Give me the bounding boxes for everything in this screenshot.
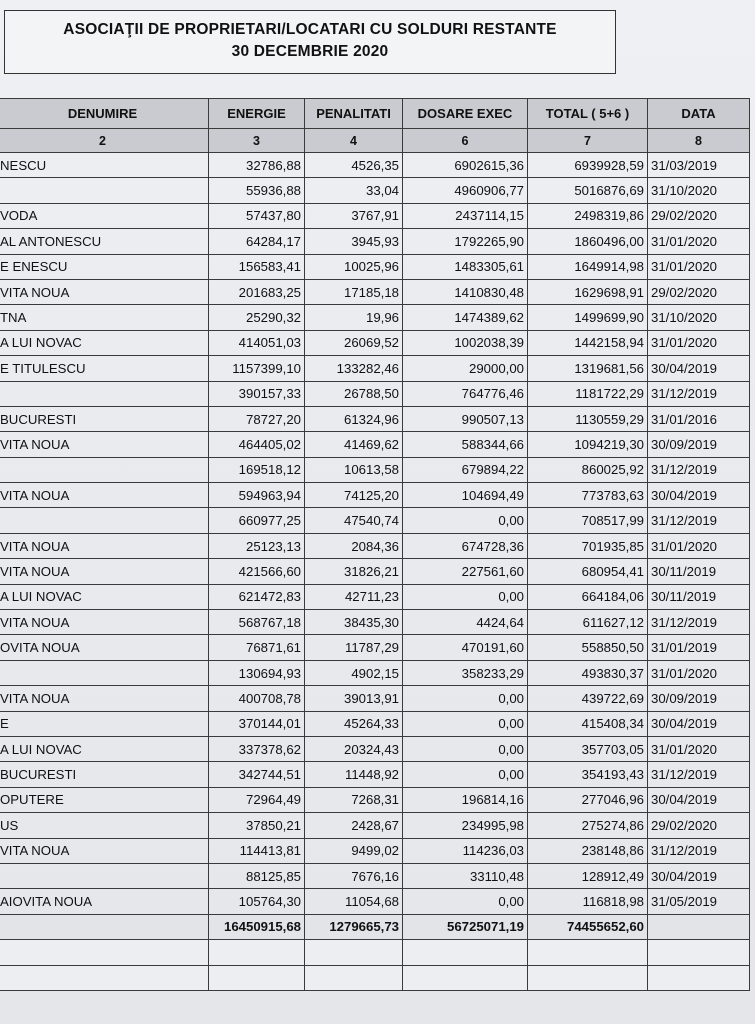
row-total-cell: 1442158,94 — [528, 330, 648, 355]
table-row — [0, 660, 750, 685]
row-data-cell: 29/02/2020 — [648, 813, 750, 838]
row-dosare-cell: 674728,36 — [403, 533, 528, 558]
row-energie-cell: 390157,33 — [209, 381, 305, 406]
row-dosare-cell: 990507,13 — [403, 406, 528, 431]
row-dosare-cell: 1002038,39 — [403, 330, 528, 355]
row-total-cell: 1130559,29 — [528, 406, 648, 431]
row-energie-cell: 568767,18 — [209, 610, 305, 635]
row-dosare-cell: 114236,03 — [403, 838, 528, 863]
row-dosare-cell: 4960906,77 — [403, 178, 528, 203]
row-dosare-cell: 764776,46 — [403, 381, 528, 406]
table-row — [0, 533, 750, 558]
row-name-cell: AL ANTONESCU — [0, 229, 209, 254]
row-total-cell: 860025,92 — [528, 457, 648, 482]
row-name-cell: BUCURESTI — [0, 406, 209, 431]
row-penalitati-cell: 11448,92 — [305, 762, 403, 787]
row-name-cell — [0, 863, 209, 888]
row-dosare-cell: 104694,49 — [403, 483, 528, 508]
table-row — [0, 229, 750, 254]
row-total-cell: 116818,98 — [528, 889, 648, 914]
row-energie-cell: 660977,25 — [209, 508, 305, 533]
row-penalitati-cell: 39013,91 — [305, 686, 403, 711]
row-total-cell: 1094219,30 — [528, 432, 648, 457]
row-total-cell: 1629698,91 — [528, 279, 648, 304]
column-header-total: TOTAL ( 5+6 ) — [528, 99, 648, 129]
row-name-cell — [0, 457, 209, 482]
row-penalitati-cell: 33,04 — [305, 178, 403, 203]
row-data-cell: 31/01/2020 — [648, 330, 750, 355]
row-data-cell: 31/12/2019 — [648, 457, 750, 482]
document-title: ASOCIAŢII DE PROPRIETARI/LOCATARI CU SOLDURI RESTANTE — [63, 21, 557, 38]
row-energie-cell: 78727,20 — [209, 406, 305, 431]
row-energie-cell: 370144,01 — [209, 711, 305, 736]
row-total-cell: 611627,12 — [528, 610, 648, 635]
row-total-cell: 277046,96 — [528, 787, 648, 812]
row-data-cell: 30/04/2019 — [648, 863, 750, 888]
totals-row — [0, 914, 750, 939]
row-total-cell: 664184,06 — [528, 584, 648, 609]
row-penalitati-cell: 10613,58 — [305, 457, 403, 482]
arrears-table — [0, 98, 750, 991]
table-row — [0, 838, 750, 863]
row-name-cell: E ENESCU — [0, 254, 209, 279]
row-energie-cell: 414051,03 — [209, 330, 305, 355]
row-penalitati-cell: 2084,36 — [305, 533, 403, 558]
row-data-cell: 30/09/2019 — [648, 686, 750, 711]
row-dosare-cell: 588344,66 — [403, 432, 528, 457]
row-name-cell — [0, 381, 209, 406]
row-dosare-cell: 0,00 — [403, 711, 528, 736]
row-energie-cell: 88125,85 — [209, 863, 305, 888]
row-penalitati-cell: 7676,16 — [305, 863, 403, 888]
table-row — [0, 356, 750, 381]
row-energie-cell: 400708,78 — [209, 686, 305, 711]
row-data-cell: 31/01/2020 — [648, 229, 750, 254]
row-name-cell: US — [0, 813, 209, 838]
row-energie-cell: 342744,51 — [209, 762, 305, 787]
table-row — [0, 711, 750, 736]
row-penalitati-cell: 45264,33 — [305, 711, 403, 736]
row-energie-cell: 72964,49 — [209, 787, 305, 812]
row-name-cell: A LUI NOVAC — [0, 736, 209, 761]
row-penalitati-cell: 4902,15 — [305, 660, 403, 685]
row-penalitati-cell: 9499,02 — [305, 838, 403, 863]
row-energie-cell: 1157399,10 — [209, 356, 305, 381]
row-energie-cell: 55936,88 — [209, 178, 305, 203]
table-row — [0, 203, 750, 228]
title-box — [4, 10, 616, 74]
row-name-cell: VITA NOUA — [0, 483, 209, 508]
row-name-cell: A LUI NOVAC — [0, 330, 209, 355]
row-total-cell: 354193,43 — [528, 762, 648, 787]
row-total-cell: 5016876,69 — [528, 178, 648, 203]
row-energie-cell: 114413,81 — [209, 838, 305, 863]
row-name-cell: VITA NOUA — [0, 533, 209, 558]
row-name-cell: VODA — [0, 203, 209, 228]
table-row — [0, 508, 750, 533]
row-name-cell: TNA — [0, 305, 209, 330]
row-dosare-cell: 234995,98 — [403, 813, 528, 838]
row-name-cell: E — [0, 711, 209, 736]
table-row — [0, 330, 750, 355]
row-total-cell: 415408,34 — [528, 711, 648, 736]
column-header-energie: ENERGIE — [209, 99, 305, 129]
row-data-cell: 29/02/2020 — [648, 279, 750, 304]
row-dosare-cell: 470191,60 — [403, 635, 528, 660]
row-dosare-cell: 6902615,36 — [403, 153, 528, 178]
row-total-cell: 1319681,56 — [528, 356, 648, 381]
row-total-cell: 701935,85 — [528, 533, 648, 558]
table-row — [0, 279, 750, 304]
row-energie-cell: 464405,02 — [209, 432, 305, 457]
table-row — [0, 787, 750, 812]
row-total-cell: 1649914,98 — [528, 254, 648, 279]
row-energie-cell: 594963,94 — [209, 483, 305, 508]
column-header-data: DATA — [648, 99, 750, 129]
row-total-cell: 2498319,86 — [528, 203, 648, 228]
row-data-cell: 30/04/2019 — [648, 483, 750, 508]
row-name-cell: VITA NOUA — [0, 610, 209, 635]
table-row — [0, 153, 750, 178]
row-dosare-cell: 29000,00 — [403, 356, 528, 381]
table-row — [0, 483, 750, 508]
row-penalitati-cell: 4526,35 — [305, 153, 403, 178]
row-data-cell: 31/05/2019 — [648, 889, 750, 914]
row-total-cell: 493830,37 — [528, 660, 648, 685]
table-row — [0, 762, 750, 787]
column-number: 7 — [528, 129, 648, 153]
row-energie-cell: 25290,32 — [209, 305, 305, 330]
row-dosare-cell: 196814,16 — [403, 787, 528, 812]
row-penalitati-cell: 38435,30 — [305, 610, 403, 635]
row-dosare-cell: 0,00 — [403, 762, 528, 787]
row-data-cell: 30/04/2019 — [648, 356, 750, 381]
row-name-cell: VITA NOUA — [0, 279, 209, 304]
row-data-cell: 30/11/2019 — [648, 559, 750, 584]
row-data-cell: 31/03/2019 — [648, 153, 750, 178]
row-total-cell: 680954,41 — [528, 559, 648, 584]
table-row — [0, 889, 750, 914]
table-row — [0, 381, 750, 406]
row-energie-cell: 621472,83 — [209, 584, 305, 609]
table-row — [0, 863, 750, 888]
row-dosare-cell: 227561,60 — [403, 559, 528, 584]
row-penalitati-cell: 11054,68 — [305, 889, 403, 914]
table-row — [0, 406, 750, 431]
row-data-cell: 31/01/2020 — [648, 660, 750, 685]
column-number: 6 — [403, 129, 528, 153]
row-penalitati-cell: 7268,31 — [305, 787, 403, 812]
column-header-denumire: DENUMIRE — [0, 99, 209, 129]
row-penalitati-cell: 3767,91 — [305, 203, 403, 228]
column-number: 4 — [305, 129, 403, 153]
row-total-cell: 439722,69 — [528, 686, 648, 711]
row-data-cell: 31/01/2020 — [648, 254, 750, 279]
row-energie-cell: 105764,30 — [209, 889, 305, 914]
row-total-cell: 1181722,29 — [528, 381, 648, 406]
row-total-cell: 773783,63 — [528, 483, 648, 508]
row-dosare-cell: 0,00 — [403, 686, 528, 711]
row-energie-cell: 64284,17 — [209, 229, 305, 254]
row-dosare-cell: 0,00 — [403, 584, 528, 609]
table-row — [0, 559, 750, 584]
row-penalitati-cell: 10025,96 — [305, 254, 403, 279]
row-name-cell: NESCU — [0, 153, 209, 178]
row-dosare-cell: 1483305,61 — [403, 254, 528, 279]
row-dosare-cell: 0,00 — [403, 508, 528, 533]
column-number: 3 — [209, 129, 305, 153]
row-energie-cell: 169518,12 — [209, 457, 305, 482]
row-energie-cell: 421566,60 — [209, 559, 305, 584]
row-dosare-cell: 0,00 — [403, 736, 528, 761]
table-row — [0, 610, 750, 635]
row-data-cell: 31/12/2019 — [648, 762, 750, 787]
row-dosare-cell: 2437114,15 — [403, 203, 528, 228]
row-total-cell: 1860496,00 — [528, 229, 648, 254]
row-data-cell: 31/01/2016 — [648, 406, 750, 431]
row-name-cell: VITA NOUA — [0, 838, 209, 863]
row-penalitati-cell: 3945,93 — [305, 229, 403, 254]
row-name-cell — [0, 178, 209, 203]
row-penalitati-cell: 133282,46 — [305, 356, 403, 381]
row-dosare-cell: 1410830,48 — [403, 279, 528, 304]
row-dosare-cell: 33110,48 — [403, 863, 528, 888]
empty-row — [0, 965, 750, 990]
table-row — [0, 305, 750, 330]
row-energie-cell: 337378,62 — [209, 736, 305, 761]
row-dosare-cell: 358233,29 — [403, 660, 528, 685]
row-penalitati-cell: 41469,62 — [305, 432, 403, 457]
row-total-cell: 357703,05 — [528, 736, 648, 761]
total-data — [648, 914, 750, 939]
row-name-cell: VITA NOUA — [0, 686, 209, 711]
row-data-cell: 31/01/2020 — [648, 736, 750, 761]
row-total-cell: 238148,86 — [528, 838, 648, 863]
total-total: 74455652,60 — [528, 914, 648, 939]
header-row — [0, 99, 750, 129]
row-data-cell: 31/12/2019 — [648, 381, 750, 406]
row-penalitati-cell: 61324,96 — [305, 406, 403, 431]
column-header-dosare: DOSARE EXEC — [403, 99, 528, 129]
row-data-cell: 30/09/2019 — [648, 432, 750, 457]
total-penalitati: 1279665,73 — [305, 914, 403, 939]
total-dosare: 56725071,19 — [403, 914, 528, 939]
row-data-cell: 31/10/2020 — [648, 178, 750, 203]
row-data-cell: 30/04/2019 — [648, 787, 750, 812]
row-dosare-cell: 4424,64 — [403, 610, 528, 635]
row-name-cell: AIOVITA NOUA — [0, 889, 209, 914]
row-dosare-cell: 0,00 — [403, 889, 528, 914]
table-row — [0, 254, 750, 279]
row-data-cell: 31/01/2020 — [648, 533, 750, 558]
table-row — [0, 178, 750, 203]
row-dosare-cell: 679894,22 — [403, 457, 528, 482]
row-data-cell: 31/12/2019 — [648, 838, 750, 863]
row-total-cell: 708517,99 — [528, 508, 648, 533]
row-energie-cell: 57437,80 — [209, 203, 305, 228]
row-energie-cell: 130694,93 — [209, 660, 305, 685]
table-row — [0, 432, 750, 457]
row-data-cell: 30/04/2019 — [648, 711, 750, 736]
row-total-cell: 6939928,59 — [528, 153, 648, 178]
row-name-cell — [0, 660, 209, 685]
row-name-cell: VITA NOUA — [0, 559, 209, 584]
row-data-cell: 31/12/2019 — [648, 610, 750, 635]
row-name-cell — [0, 508, 209, 533]
column-number: 2 — [0, 129, 209, 153]
row-penalitati-cell: 19,96 — [305, 305, 403, 330]
row-total-cell: 1499699,90 — [528, 305, 648, 330]
row-dosare-cell: 1474389,62 — [403, 305, 528, 330]
row-data-cell: 31/12/2019 — [648, 508, 750, 533]
column-header-penalitati: PENALITATI — [305, 99, 403, 129]
table-row — [0, 635, 750, 660]
row-name-cell: BUCURESTI — [0, 762, 209, 787]
document-date: 30 DECEMBRIE 2020 — [231, 43, 389, 60]
row-energie-cell: 25123,13 — [209, 533, 305, 558]
row-data-cell: 30/11/2019 — [648, 584, 750, 609]
row-penalitati-cell: 11787,29 — [305, 635, 403, 660]
table-row — [0, 457, 750, 482]
totals-label-cell — [0, 914, 209, 939]
row-name-cell: A LUI NOVAC — [0, 584, 209, 609]
table-row — [0, 736, 750, 761]
table-row — [0, 813, 750, 838]
row-name-cell: VITA NOUA — [0, 432, 209, 457]
row-name-cell: OPUTERE — [0, 787, 209, 812]
total-energie: 16450915,68 — [209, 914, 305, 939]
row-data-cell: 29/02/2020 — [648, 203, 750, 228]
row-penalitati-cell: 74125,20 — [305, 483, 403, 508]
row-data-cell: 31/10/2020 — [648, 305, 750, 330]
table-body — [0, 153, 750, 991]
row-penalitati-cell: 26069,52 — [305, 330, 403, 355]
row-energie-cell: 76871,61 — [209, 635, 305, 660]
row-penalitati-cell: 2428,67 — [305, 813, 403, 838]
row-penalitati-cell: 20324,43 — [305, 736, 403, 761]
row-penalitati-cell: 42711,23 — [305, 584, 403, 609]
row-energie-cell: 37850,21 — [209, 813, 305, 838]
table-row — [0, 584, 750, 609]
row-total-cell: 558850,50 — [528, 635, 648, 660]
column-number: 8 — [648, 129, 750, 153]
row-penalitati-cell: 26788,50 — [305, 381, 403, 406]
row-name-cell: E TITULESCU — [0, 356, 209, 381]
row-penalitati-cell: 31826,21 — [305, 559, 403, 584]
table-row — [0, 686, 750, 711]
row-penalitati-cell: 47540,74 — [305, 508, 403, 533]
row-dosare-cell: 1792265,90 — [403, 229, 528, 254]
row-total-cell: 128912,49 — [528, 863, 648, 888]
empty-row — [0, 940, 750, 965]
column-number-row — [0, 129, 750, 153]
row-energie-cell: 32786,88 — [209, 153, 305, 178]
row-energie-cell: 201683,25 — [209, 279, 305, 304]
row-total-cell: 275274,86 — [528, 813, 648, 838]
row-data-cell: 31/01/2019 — [648, 635, 750, 660]
row-name-cell: OVITA NOUA — [0, 635, 209, 660]
row-energie-cell: 156583,41 — [209, 254, 305, 279]
row-penalitati-cell: 17185,18 — [305, 279, 403, 304]
